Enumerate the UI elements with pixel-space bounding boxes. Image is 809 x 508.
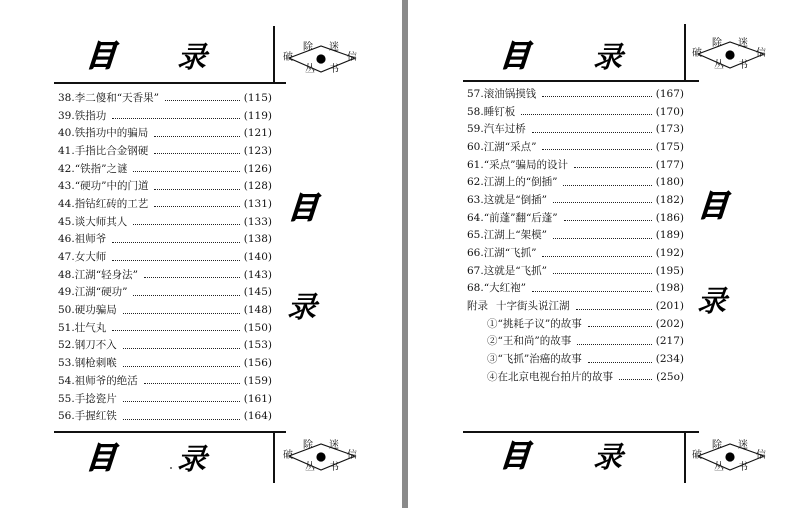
- toc-entry[interactable]: [467, 173, 684, 191]
- toc-appendix-entry[interactable]: [467, 297, 684, 315]
- emblem-char-po: 破: [283, 52, 293, 63]
- toc-sub-entry[interactable]: [467, 368, 684, 386]
- toc-entry-page: (195): [655, 264, 684, 277]
- toc-entry[interactable]: [467, 280, 684, 298]
- leader-dots: [154, 200, 240, 207]
- leader-dots: [619, 373, 652, 380]
- toc-entry-title: 手捻瓷片: [74, 392, 117, 405]
- toc-entry-page: (182): [655, 193, 684, 206]
- toc-entry-title: 钢枪刺喉: [74, 357, 117, 370]
- leader-dots: [144, 377, 240, 384]
- toc-entry[interactable]: [58, 107, 272, 125]
- toc-entry-title: 女大师: [74, 251, 107, 264]
- toc-appendix-label: 附录: [467, 300, 488, 313]
- toc-appendix-page: (201): [655, 300, 684, 313]
- toc-entry[interactable]: [58, 354, 272, 372]
- toc-entry-number: 60.: [467, 140, 484, 153]
- toc-entry-title: 这就是“飞抓”: [483, 264, 547, 277]
- toc-entry[interactable]: [58, 372, 272, 390]
- leader-dots: [532, 126, 652, 133]
- leader-dots: [154, 130, 240, 137]
- toc-entry-title: “采点”骗局的设计: [483, 158, 568, 171]
- toc-entry-number: 61.: [467, 158, 484, 171]
- emblem-char-chu: 除: [712, 38, 722, 49]
- leader-dots: [542, 250, 651, 257]
- footer-title-char-mu: 目: [496, 439, 538, 474]
- toc-entry[interactable]: [58, 266, 272, 284]
- toc-entry[interactable]: [58, 248, 272, 266]
- emblem-char-po: 破: [283, 450, 293, 461]
- emblem-char-xin: 信: [756, 48, 766, 59]
- toc-entry-title: 铁指功中的骗局: [74, 127, 149, 140]
- leader-dots: [588, 320, 652, 327]
- toc-entry-title: 睡钉板: [483, 105, 516, 118]
- header-title-char-lu: 录: [590, 40, 631, 74]
- toc-entry[interactable]: [58, 390, 272, 408]
- toc-entry-number: 59.: [467, 123, 484, 136]
- leader-dots: [123, 360, 240, 367]
- toc-entry-title: 祖师爷的绝活: [74, 374, 138, 387]
- footer-title-char-lu: 录: [174, 442, 215, 476]
- toc-entry-number: 55.: [58, 392, 75, 405]
- margin-title-char-lu: 录: [694, 284, 735, 318]
- toc-sub-entry-page: (234): [655, 353, 684, 366]
- toc-entry[interactable]: [58, 89, 272, 107]
- footer-title-char-mu: 目: [82, 441, 124, 476]
- toc-entry-title: “前蓬”翻“后蓬”: [483, 211, 558, 224]
- leader-dots: [154, 183, 239, 190]
- toc-entry-title: 江湖“采点”: [483, 140, 537, 153]
- toc-entry-title: 江湖“硬功”: [74, 286, 128, 299]
- leader-dots: [563, 179, 651, 186]
- right-page: [408, 0, 809, 508]
- emblem-char-cong: 丛: [714, 60, 724, 71]
- toc-entry-title: 手握红铁: [74, 410, 117, 423]
- toc-entry[interactable]: [467, 156, 684, 174]
- toc-entry-number: 53.: [58, 357, 75, 370]
- leader-dots: [123, 342, 240, 349]
- toc-entry-page: (128): [243, 180, 272, 193]
- toc-entry[interactable]: [467, 103, 684, 121]
- emblem-char-cong: 丛: [305, 64, 315, 75]
- toc-entry-number: 58.: [467, 105, 484, 118]
- toc-entry-page: (180): [655, 176, 684, 189]
- leader-dots: [542, 143, 651, 150]
- toc-entry-title: 这就是“倒插”: [483, 193, 547, 206]
- header-title-char-mu: 目: [82, 39, 124, 74]
- toc-entry-page: (161): [243, 392, 272, 405]
- toc-entry-page: (167): [655, 87, 684, 100]
- toc-entry-number: 49.: [58, 286, 75, 299]
- toc-sub-entry[interactable]: [467, 333, 684, 351]
- toc-entry-number: 67.: [467, 264, 484, 277]
- toc-entry-number: 40.: [58, 127, 75, 140]
- leader-dots: [574, 161, 652, 168]
- margin-title-char-mu: 目: [284, 191, 326, 226]
- toc-entry-page: (140): [243, 251, 272, 264]
- leader-dots: [553, 267, 652, 274]
- top-rule: [463, 80, 699, 82]
- top-rule: [54, 82, 286, 84]
- leader-dots: [553, 196, 652, 203]
- leader-dots: [532, 285, 652, 292]
- toc-list-left: [58, 89, 272, 425]
- toc-entry[interactable]: [58, 319, 272, 337]
- left-page: [0, 0, 402, 508]
- toc-entry-page: (177): [655, 158, 684, 171]
- toc-entry-page: (189): [655, 229, 684, 242]
- toc-entry-page: (143): [243, 268, 272, 281]
- toc-entry-page: (123): [243, 144, 272, 157]
- toc-entry-title: 谈大师其人: [74, 215, 128, 228]
- toc-entry[interactable]: [58, 407, 272, 425]
- leader-dots: [542, 90, 652, 97]
- toc-entry-number: 56.: [58, 410, 75, 423]
- toc-entry-number: 66.: [467, 247, 484, 260]
- toc-entry-title: 汽车过桥: [483, 123, 526, 136]
- series-emblem: [692, 440, 770, 480]
- toc-entry-page: (186): [655, 211, 684, 224]
- toc-entry-page: (126): [243, 162, 272, 175]
- toc-entry[interactable]: [467, 120, 684, 138]
- emblem-char-mi: 迷: [329, 440, 339, 451]
- toc-entry-page: (153): [243, 339, 272, 352]
- toc-entry-page: (133): [243, 215, 272, 228]
- emblem-char-po: 破: [692, 48, 702, 59]
- leader-dots: [553, 232, 652, 239]
- toc-entry-page: (148): [243, 304, 272, 317]
- toc-entry-title: 江湖“飞抓”: [483, 247, 537, 260]
- emblem-char-xin: 信: [347, 450, 357, 461]
- emblem-char-chu: 除: [303, 440, 313, 451]
- toc-entry-number: 65.: [467, 229, 484, 242]
- leader-dots: [144, 271, 240, 278]
- leader-dots: [576, 303, 652, 310]
- toc-entry[interactable]: [467, 262, 684, 280]
- toc-entry-title: “大红袍”: [483, 282, 526, 295]
- leader-dots: [123, 307, 240, 314]
- toc-entry-page: (170): [655, 105, 684, 118]
- toc-entry-number: 45.: [58, 215, 75, 228]
- leader-dots: [123, 413, 240, 420]
- toc-entry-number: 43.: [58, 180, 75, 193]
- header-divider-vertical: [684, 24, 686, 80]
- toc-appendix-title: 十字街头说江湖: [496, 300, 570, 313]
- footer-divider-vertical: [273, 431, 275, 483]
- toc-entry-number: 52.: [58, 339, 75, 352]
- toc-entry[interactable]: [467, 191, 684, 209]
- toc-sub-entry-title: ①“挑耗子议”的故事: [487, 317, 582, 330]
- leader-dots: [112, 254, 240, 261]
- toc-entry[interactable]: [58, 301, 272, 319]
- toc-entry[interactable]: [58, 195, 272, 213]
- emblem-char-shu: 书: [329, 462, 339, 473]
- emblem-char-xin: 信: [756, 450, 766, 461]
- toc-entry-number: 54.: [58, 374, 75, 387]
- emblem-char-cong: 丛: [305, 462, 315, 473]
- toc-entry[interactable]: [467, 138, 684, 156]
- bottom-rule: [463, 431, 699, 433]
- toc-sub-entry-page: (202): [655, 317, 684, 330]
- toc-entry-page: (173): [655, 123, 684, 136]
- toc-entry-page: (145): [243, 286, 272, 299]
- toc-entry-title: 硬功骗局: [74, 304, 117, 317]
- emblem-char-mi: 迷: [738, 38, 748, 49]
- toc-sub-entry[interactable]: [467, 315, 684, 333]
- toc-entry-page: (119): [243, 109, 272, 122]
- toc-sub-entry-title: ④在北京电视台拍片的故事: [487, 370, 613, 383]
- toc-sub-entry[interactable]: [467, 350, 684, 368]
- toc-entry-number: 48.: [58, 268, 75, 281]
- leader-dots: [154, 147, 240, 154]
- series-emblem: [692, 38, 770, 78]
- leader-dots: [133, 165, 239, 172]
- toc-entry-page: (159): [243, 374, 272, 387]
- footer-divider-vertical: [684, 431, 686, 483]
- toc-entry[interactable]: [467, 244, 684, 262]
- toc-entry-page: (138): [243, 233, 272, 246]
- series-emblem: [283, 42, 361, 82]
- scan-speck: [170, 467, 172, 469]
- leader-dots: [521, 108, 652, 115]
- toc-entry-page: (164): [243, 410, 272, 423]
- toc-entry-number: 62.: [467, 176, 484, 189]
- leader-dots: [112, 236, 240, 243]
- toc-sub-entry-title: ③“飞抓”治癌的故事: [487, 353, 582, 366]
- toc-entry-number: 39.: [58, 109, 75, 122]
- header-title-char-lu: 录: [174, 40, 215, 74]
- toc-entry-title: 江湖上“架模”: [483, 229, 547, 242]
- emblem-char-shu: 书: [329, 64, 339, 75]
- toc-sub-entry-page: (217): [655, 335, 684, 348]
- header-title-char-mu: 目: [496, 39, 538, 74]
- emblem-char-mi: 迷: [329, 42, 339, 53]
- leader-dots: [112, 112, 240, 119]
- emblem-char-shu: 书: [738, 462, 748, 473]
- toc-entry-page: (115): [243, 91, 272, 104]
- toc-entry-title: “铁指”之谜: [74, 162, 128, 175]
- toc-entry[interactable]: [467, 227, 684, 245]
- toc-entry-number: 46.: [58, 233, 75, 246]
- toc-entry-number: 68.: [467, 282, 484, 295]
- toc-entry-number: 57.: [467, 87, 484, 100]
- toc-entry-number: 64.: [467, 211, 484, 224]
- toc-entry-title: 滚油锅摸钱: [483, 87, 537, 100]
- leader-dots: [577, 338, 652, 345]
- toc-entry[interactable]: [58, 284, 272, 302]
- toc-sub-entry-page: (25o): [656, 370, 684, 383]
- emblem-char-mi: 迷: [738, 440, 748, 451]
- toc-entry-title: 手指比合金钢硬: [74, 144, 149, 157]
- toc-entry-number: 51.: [58, 321, 75, 334]
- leader-dots: [133, 218, 240, 225]
- leader-dots: [588, 356, 652, 363]
- margin-title-char-mu: 目: [694, 189, 736, 224]
- toc-entry[interactable]: [58, 142, 272, 160]
- toc-entry-number: 41.: [58, 144, 75, 157]
- toc-entry-title: “硬功”中的门道: [74, 180, 149, 193]
- toc-entry-number: 44.: [58, 197, 75, 210]
- toc-entry[interactable]: [58, 124, 272, 142]
- toc-entry-page: (121): [243, 127, 272, 140]
- bottom-rule: [54, 431, 286, 433]
- emblem-char-chu: 除: [303, 42, 313, 53]
- series-emblem: [283, 440, 361, 480]
- margin-title-char-lu: 录: [284, 290, 325, 324]
- toc-entry-title: 壮气丸: [74, 321, 107, 334]
- toc-entry-number: 42.: [58, 162, 75, 175]
- leader-dots: [133, 289, 239, 296]
- toc-entry[interactable]: [58, 177, 272, 195]
- toc-entry-page: (175): [655, 140, 684, 153]
- toc-entry-title: 铁指功: [74, 109, 107, 122]
- toc-entry-page: (156): [243, 357, 272, 370]
- toc-entry-title: 指钻红砖的工艺: [74, 197, 149, 210]
- toc-list-right: [467, 85, 684, 386]
- leader-dots: [564, 214, 652, 221]
- emblem-char-shu: 书: [738, 60, 748, 71]
- toc-entry-title: 李二傻和“天香果”: [74, 91, 159, 104]
- emblem-char-cong: 丛: [714, 462, 724, 473]
- emblem-char-chu: 除: [712, 440, 722, 451]
- toc-entry-number: 50.: [58, 304, 75, 317]
- toc-entry-number: 47.: [58, 251, 75, 264]
- emblem-char-po: 破: [692, 450, 702, 461]
- toc-entry-page: (131): [243, 197, 272, 210]
- toc-entry-title: 祖师爷: [74, 233, 107, 246]
- toc-entry[interactable]: [467, 209, 684, 227]
- toc-entry-title: 江湖上的“倒插”: [483, 176, 558, 189]
- toc-entry-number: 63.: [467, 193, 484, 206]
- toc-entry-page: (150): [243, 321, 272, 334]
- header-divider-vertical: [273, 26, 275, 82]
- toc-entry[interactable]: [58, 160, 272, 178]
- toc-entry-title: 钢刀不入: [74, 339, 117, 352]
- emblem-char-xin: 信: [347, 52, 357, 63]
- leader-dots: [165, 94, 240, 101]
- toc-sub-entry-title: ②“王和尚”的故事: [487, 335, 572, 348]
- leader-dots: [123, 395, 240, 402]
- toc-entry-number: 38.: [58, 91, 75, 104]
- toc-entry-page: (192): [655, 247, 684, 260]
- footer-title-char-lu: 录: [590, 440, 631, 474]
- toc-entry-page: (198): [655, 282, 684, 295]
- leader-dots: [112, 324, 240, 331]
- toc-entry[interactable]: [58, 337, 272, 355]
- toc-entry[interactable]: [58, 231, 272, 249]
- toc-entry-title: 江湖“轻身法”: [74, 268, 138, 281]
- toc-entry[interactable]: [58, 213, 272, 231]
- toc-entry[interactable]: [467, 85, 684, 103]
